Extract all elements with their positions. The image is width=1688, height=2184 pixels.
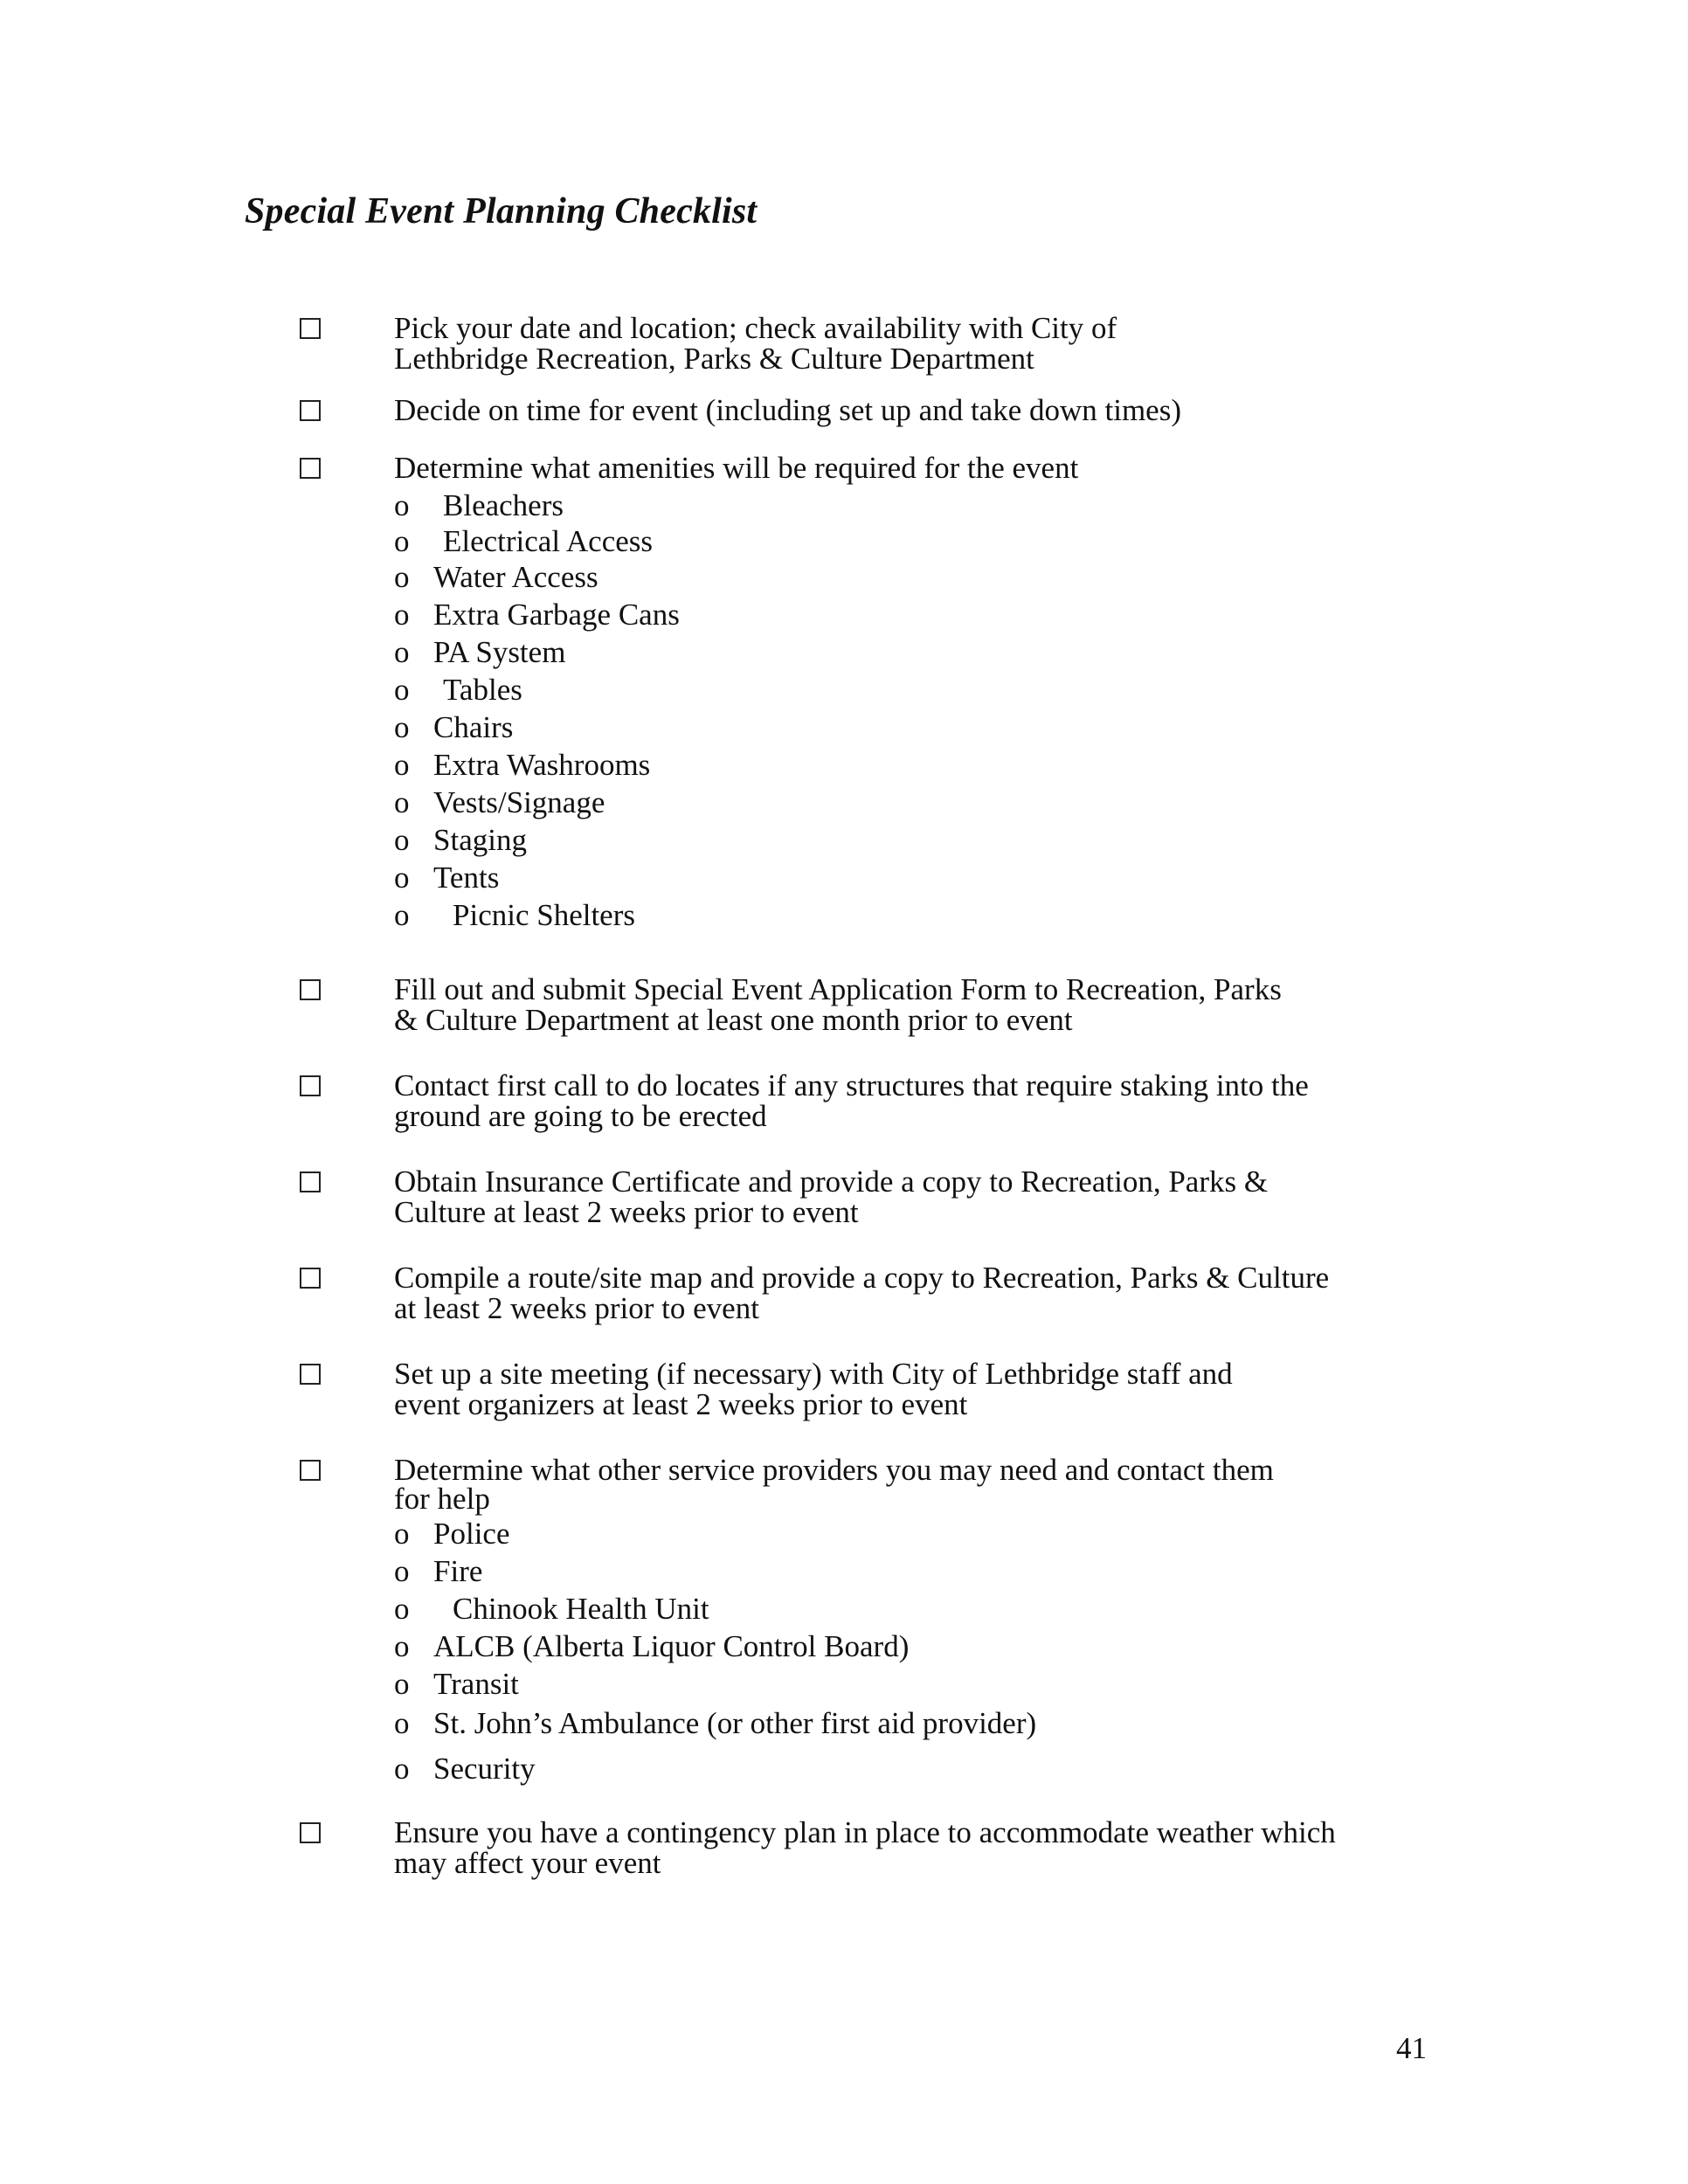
sub-list-item: o Extra Washrooms [394,748,651,782]
sub-list-item: o Tables [394,673,522,707]
checklist-item-text-line2: ground are going to be erected [394,1099,767,1133]
bullet-circle-icon: o [394,1667,410,1701]
bullet-circle-icon: o [394,1706,410,1740]
bullet-circle-icon: o [394,710,410,744]
bullet-circle-icon: o [394,488,410,522]
sub-list-item: o Staging [394,823,527,857]
bullet-circle-icon: o [394,748,410,782]
bullet-circle-icon: o [394,524,410,558]
checkbox[interactable] [300,979,321,1000]
sub-list-item: o Fire [394,1554,483,1588]
sub-list-item: o St. John’s Ambulance (or other first aid provider) [394,1706,1037,1740]
checklist-item-text: Pick your date and location; check availability with City of [394,311,1117,345]
page-title: Special Event Planning Checklist [245,191,758,232]
checklist-item-text: Decide on time for event (including set up and take down times) [394,393,1181,427]
sub-list-item: o Security [394,1752,536,1786]
bullet-circle-icon: o [394,823,410,857]
checklist-item-text: Obtain Insurance Certificate and provide a copy to Recreation, Parks & [394,1165,1269,1199]
checkbox[interactable] [300,458,321,479]
checklist-item-text-line2: & Culture Department at least one month prior to event [394,1003,1073,1037]
sub-list-item: o PA System [394,635,566,669]
sub-list-item: o Tents [394,860,500,895]
bullet-circle-icon: o [394,1592,410,1626]
checkbox[interactable] [300,400,321,421]
checklist-item-text: Set up a site meeting (if necessary) with City of Lethbridge staff and [394,1357,1233,1391]
checkbox[interactable] [300,1268,321,1289]
bullet-circle-icon: o [394,898,410,932]
checklist-item-text-line2: may affect your event [394,1846,661,1880]
bullet-circle-icon: o [394,560,410,594]
checklist-item-text: Fill out and submit Special Event Application Form to Recreation, Parks [394,972,1282,1006]
sub-list-item: o Extra Garbage Cans [394,598,680,632]
bullet-circle-icon: o [394,598,410,632]
checklist-item-text-line2: at least 2 weeks prior to event [394,1291,759,1325]
checklist-item-text: Contact first call to do locates if any structures that require staking into the [394,1068,1309,1102]
sub-list-item: o Police [394,1517,510,1551]
checkbox[interactable] [300,1364,321,1385]
checkbox[interactable] [300,1460,321,1481]
bullet-circle-icon: o [394,635,410,669]
checklist-item-text: Ensure you have a contingency plan in place to accommodate weather which [394,1815,1336,1849]
bullet-circle-icon: o [394,1752,410,1786]
sub-list-item: o Electrical Access [394,524,654,558]
checkbox[interactable] [300,318,321,339]
checklist-item-text-line2: Culture at least 2 weeks prior to event [394,1195,859,1229]
sub-list-item: o Water Access [394,560,598,594]
bullet-circle-icon: o [394,1517,410,1551]
checklist-item-text-line2: Lethbridge Recreation, Parks & Culture Department [394,342,1034,376]
bullet-circle-icon: o [394,860,410,895]
checklist-item-text: Determine what other service providers you may need and contact them [394,1453,1274,1487]
bullet-circle-icon: o [394,1554,410,1588]
checklist-item-text: Determine what amenities will be required for the event [394,451,1079,485]
bullet-circle-icon: o [394,785,410,819]
sub-list-item: o Chinook Health Unit [394,1592,709,1626]
sub-list-item: o Chairs [394,710,514,744]
checklist-item-text-line2: event organizers at least 2 weeks prior to event [394,1387,968,1421]
checkbox[interactable] [300,1822,321,1843]
sub-list-item: o Vests/Signage [394,785,605,819]
bullet-circle-icon: o [394,1629,410,1663]
checklist-item-text-line2: for help [394,1482,490,1516]
checkbox[interactable] [300,1075,321,1096]
checklist-item-text: Compile a route/site map and provide a copy to Recreation, Parks & Culture [394,1261,1330,1295]
sub-list-item: o Picnic Shelters [394,898,635,932]
page-number: 41 [1396,2031,1427,2065]
sub-list-item: o Bleachers [394,488,564,522]
sub-list-item: o ALCB (Alberta Liquor Control Board) [394,1629,910,1663]
checkbox[interactable] [300,1171,321,1192]
sub-list-item: o Transit [394,1667,519,1701]
bullet-circle-icon: o [394,673,410,707]
